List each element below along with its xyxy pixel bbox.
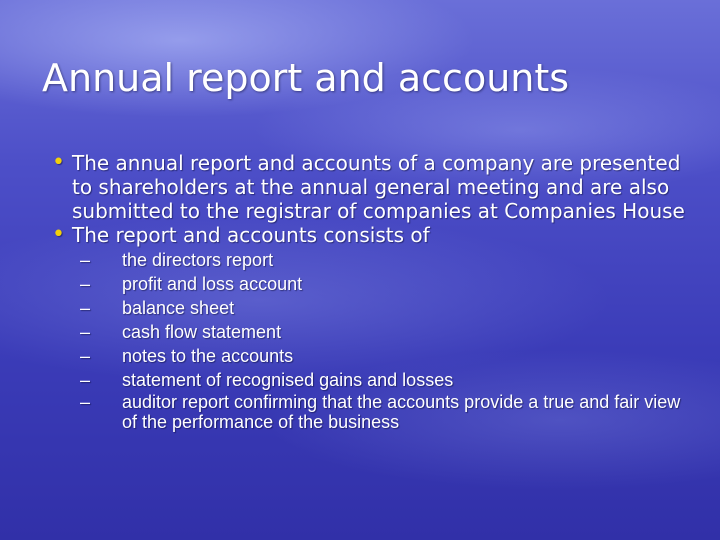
bullet-icon: •	[52, 150, 65, 175]
sub-item	[80, 368, 692, 392]
bullet-text: The report and accounts consists of	[72, 223, 430, 247]
dash-icon: –	[80, 346, 91, 366]
sub-list	[72, 248, 692, 432]
sub-item-text: profit and loss account	[122, 274, 303, 294]
dash-icon: –	[80, 370, 91, 390]
sub-item-text: statement of recognised gains and losses	[122, 370, 454, 390]
sub-item-text: auditor report confirming that the accounts provide a true and fair view of the performance of the business	[122, 392, 681, 432]
dash-icon: –	[80, 250, 91, 270]
sub-item	[80, 392, 692, 432]
bullet-item	[52, 223, 692, 432]
sub-item	[80, 320, 692, 344]
sub-item-text: cash flow statement	[122, 322, 282, 342]
bullet-item	[52, 151, 692, 223]
sub-item	[80, 248, 692, 272]
sub-item	[80, 296, 692, 320]
dash-icon: –	[80, 298, 91, 318]
bullet-text: The annual report and accounts of a company are presented to shareholders at the annual general meeting and are also submitted to the registrar of companies at Companies House	[72, 151, 685, 223]
bullet-icon: •	[52, 222, 65, 247]
sub-item	[80, 344, 692, 368]
sub-item-text: notes to the accounts	[122, 346, 294, 366]
bullet-list	[52, 151, 692, 432]
sub-item-text: the directors report	[122, 250, 274, 270]
dash-icon: –	[80, 274, 91, 294]
dash-icon: –	[80, 392, 91, 412]
sub-item-text: balance sheet	[122, 298, 235, 318]
sub-item	[80, 272, 692, 296]
slide-title: Annual report and accounts	[42, 56, 570, 100]
dash-icon: –	[80, 322, 91, 342]
